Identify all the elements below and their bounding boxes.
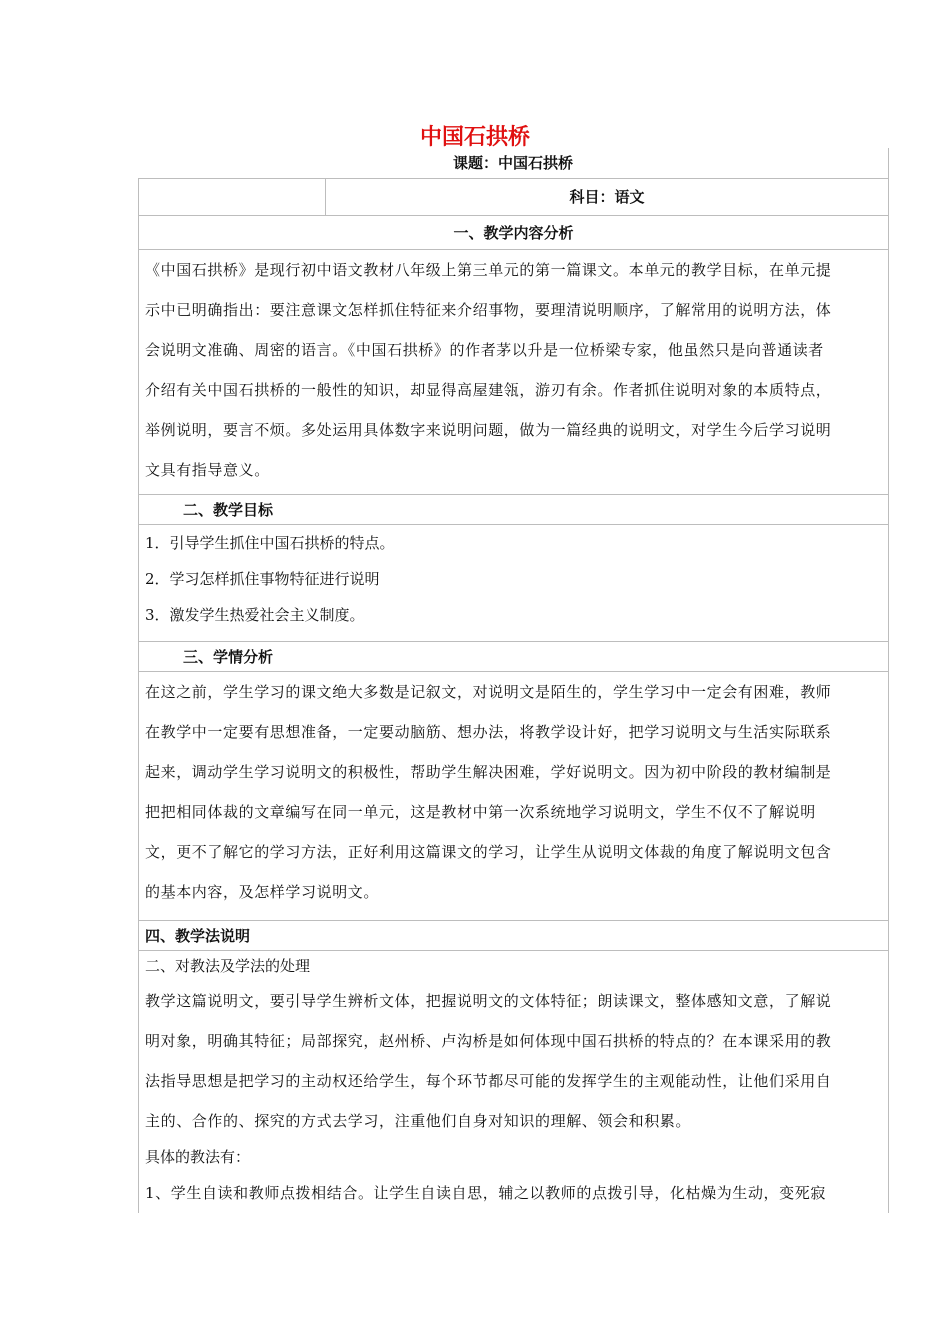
section-heading-methods	[138, 921, 889, 951]
paragraph-line: 把把相同体裁的文章编写在同一单元，这是教材中第一次系统地学习说明文，学生不仅不了解说明	[145, 803, 816, 821]
section-heading-text: 二、教学目标	[183, 501, 274, 519]
paragraph-line: 在这之前，学生学习的课文绝大多数是记叙文，对说明文是陌生的，学生学习中一定会有困难，教师	[145, 683, 832, 701]
methods-item-1: 1、学生自读和教师点拨相结合。让学生自读自思，辅之以教师的点拨引导，化枯燥为生动，变死寂	[145, 1184, 826, 1202]
subject-line: 科目：语文	[569, 188, 645, 206]
paragraph-line: 《中国石拱桥》是现行初中语文教材八年级上第三单元的第一篇课文。本单元的教学目标，在单元提	[145, 261, 832, 279]
paragraph-line: 起来，调动学生学习说明文的积极性，帮助学生解决困难，学好说明文。因为初中阶段的教材编制是	[145, 763, 832, 781]
section-heading-text: 一、教学内容分析	[453, 224, 574, 242]
course-line: 课题：中国石拱桥	[452, 154, 573, 172]
paragraph-line: 会说明文准确、周密的语言。《中国石拱桥》的作者茅以升是一位桥梁专家，他虽然只是向普通读者	[145, 341, 824, 359]
paragraph-line: 举例说明，要言不烦。多处运用具体数字来说明问题，做为一篇经典的说明文，对学生今后学习说明	[145, 421, 832, 439]
paragraph-line: 的基本内容，及怎样学习说明文。	[145, 883, 380, 901]
paragraph-line: 法指导思想是把学习的主动权还给学生，每个环节都尽可能的发挥学生的主观能动性，让他们采用自	[145, 1072, 832, 1090]
paragraph-line: 在教学中一定要有思想准备，一定要动脑筋、想办法，将教学设计好，把学习说明文与生活实际联系	[145, 723, 832, 741]
section-heading-text: 三、学情分析	[183, 648, 274, 666]
paragraph-line: 文，更不了解它的学习方法，正好利用这篇课文的学习，让学生从说明文体裁的角度了解说明文包含	[145, 843, 832, 861]
paragraph-line: 文具有指导意义。	[145, 461, 270, 479]
lesson-table	[138, 148, 889, 1213]
methods-specific-label: 具体的教法有：	[145, 1148, 251, 1166]
paragraph-line: 介绍有关中国石拱桥的一般性的知识，却显得高屋建瓴，游刃有余。作者抓住说明对象的本质特点，	[145, 381, 832, 399]
paragraph-line: 明对象，明确其特征；局部探究，赵州桥、卢沟桥是如何体现中国石拱桥的特点的？在本课采用的教	[145, 1032, 832, 1050]
section-heading-students	[138, 642, 889, 672]
goal-item: 3．激发学生热爱社会主义制度。	[145, 606, 365, 624]
paragraph-line: 主的、合作的、探究的方式去学习，注重他们自身对知识的理解、领会和积累。	[145, 1112, 692, 1130]
goal-item: 1．引导学生抓住中国石拱桥的特点。	[145, 534, 395, 552]
goal-item: 2．学习怎样抓住事物特征进行说明	[145, 570, 380, 588]
subject-empty-cell	[139, 179, 326, 215]
methods-body	[138, 951, 889, 1213]
course-row	[138, 148, 889, 179]
goals-body	[138, 525, 889, 642]
paragraph-line: 示中已明确指出：要注意课文怎样抓住特征来介绍事物，要理清说明顺序，了解常用的说明方法，体	[145, 301, 832, 319]
section-heading-content	[138, 216, 889, 250]
section-heading-text: 四、教学法说明	[145, 927, 251, 945]
document-title: 中国石拱桥	[419, 125, 530, 150]
subject-row	[138, 179, 889, 216]
content-analysis-body	[138, 250, 889, 495]
students-body	[138, 672, 889, 921]
section-heading-goals	[138, 495, 889, 525]
methods-subheading: 二、对教法及学法的处理	[145, 957, 311, 975]
paragraph-line: 教学这篇说明文，要引导学生辨析文体，把握说明文的文体特征；朗读课文，整体感知文意，了解说	[145, 992, 832, 1010]
